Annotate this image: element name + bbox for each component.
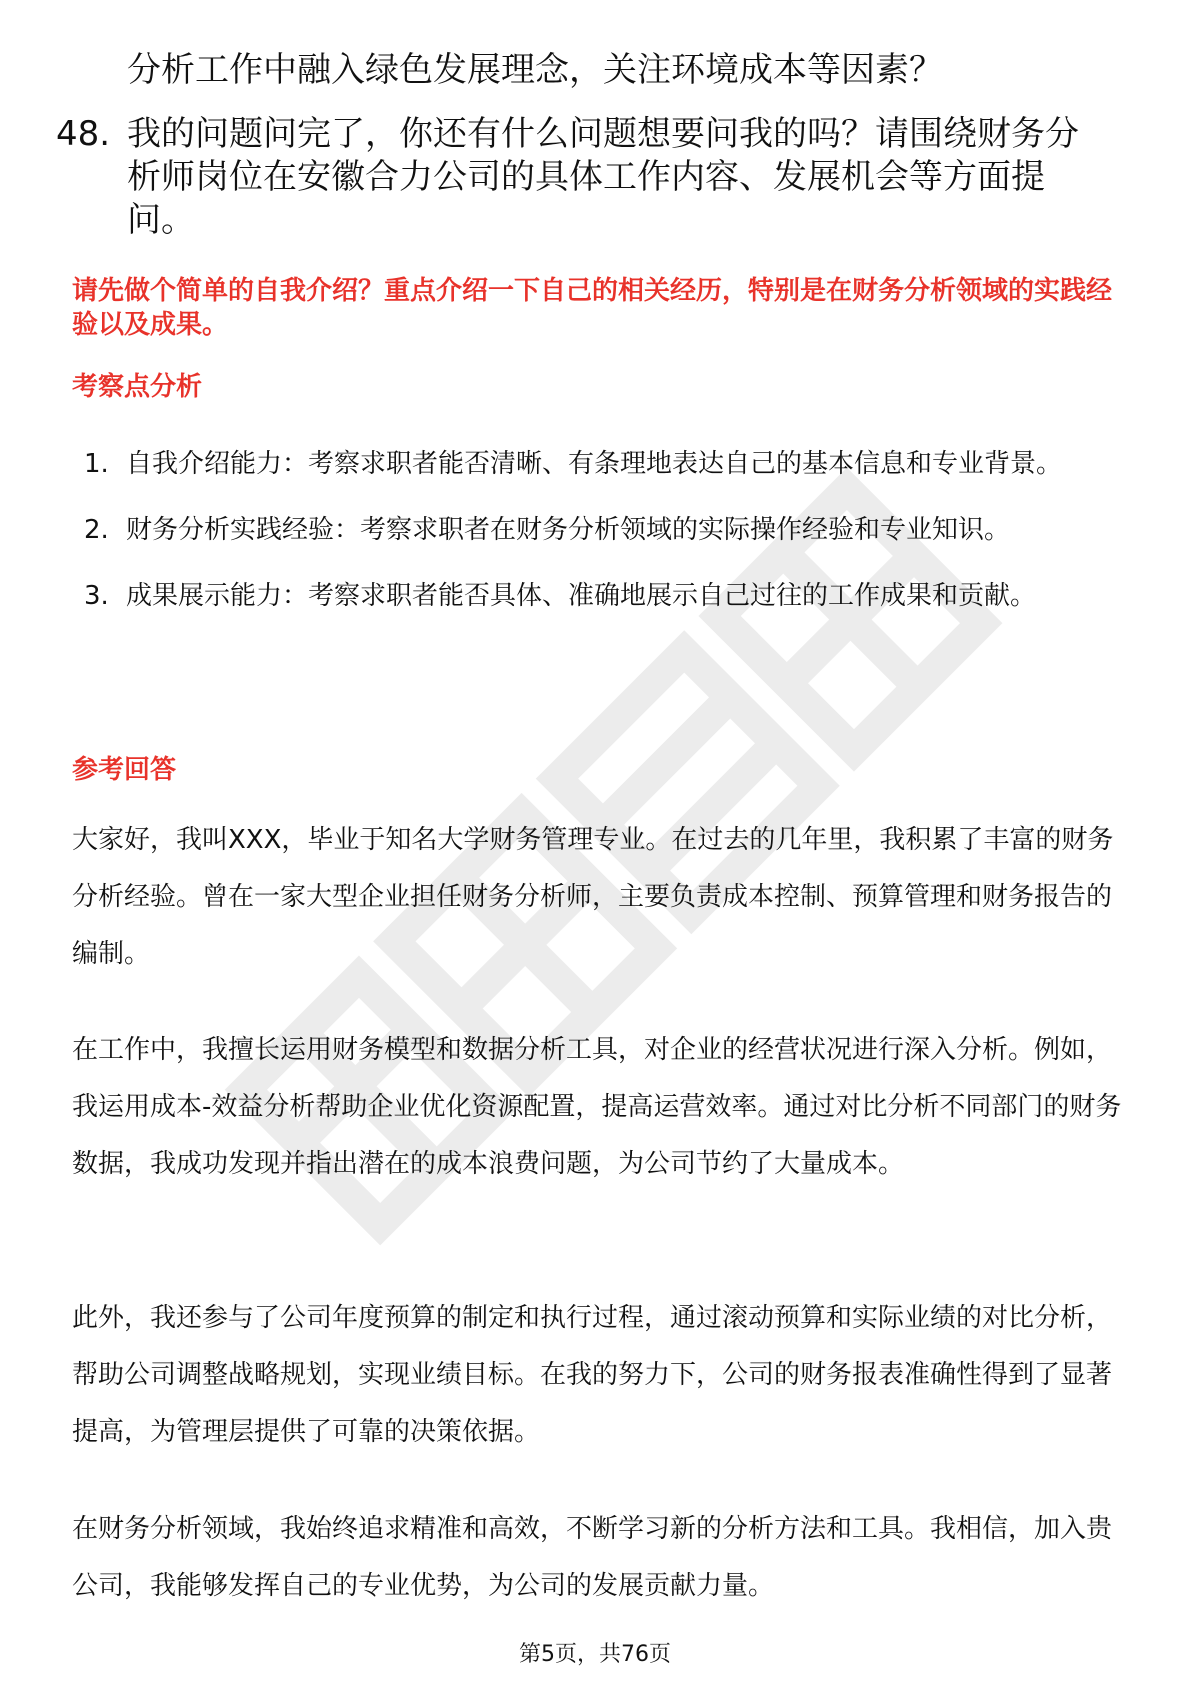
point-number: 1. xyxy=(84,449,109,479)
point-text: 成果展示能力：考察求职者能否具体、准确地展示自己过往的工作成果和贡献。 xyxy=(126,581,1037,611)
list-item xyxy=(84,437,1134,492)
point-number: 2. xyxy=(84,515,109,545)
analysis-points-list xyxy=(84,437,1134,635)
question-48 xyxy=(56,113,1116,242)
interview-question: 请先做个简单的自我介绍？重点介绍一下自己的相关经历，特别是在财务分析领域的实践经验以及成果。 xyxy=(72,276,1113,340)
page-number-footer: 第5页，共76页 xyxy=(519,1642,671,1667)
answer-paragraph: 大家好，我叫XXX，毕业于知名大学财务管理专业。在过去的几年里，我积累了丰富的财务分析经验。曾在一家大型企业担任财务分析师，主要负责成本控制、预算管理和财务报告的编制。 xyxy=(72,825,1114,969)
point-text: 自我介绍能力：考察求职者能否清晰、有条理地表达自己的基本信息和专业背景。 xyxy=(126,449,1063,479)
question-48-text: 我的问题问完了，你还有什么问题想要问我的吗？请围绕财务分析师岗位在安徽合力公司的具体工作内容、发展机会等方面提问。 xyxy=(127,114,1079,240)
answer-paragraph: 在财务分析领域，我始终追求精准和高效，不断学习新的分析方法和工具。我相信，加入贵公司，我能够发挥自己的专业优势，为公司的发展贡献力量。 xyxy=(72,1514,1113,1601)
list-item xyxy=(84,569,1134,624)
question-48-number: 48. xyxy=(56,114,111,154)
question-47-continuation: 分析工作中融入绿色发展理念，关注环境成本等因素？ xyxy=(127,50,943,90)
answer-paragraph: 在工作中，我擅长运用财务模型和数据分析工具，对企业的经营状况进行深入分析。例如，我运用成本-效益分析帮助企业优化资源配置，提高运营效率。通过对比分析不同部门的财务数据，我成功发现并指出潜在的成本浪费问题，为公司节约了大量成本。 xyxy=(72,1035,1122,1179)
analysis-heading: 考察点分析 xyxy=(72,372,203,402)
answer-heading: 参考回答 xyxy=(72,755,177,785)
point-text: 财务分析实践经验：考察求职者在财务分析领域的实际操作经验和专业知识。 xyxy=(126,515,1011,545)
answer-paragraph: 此外，我还参与了公司年度预算的制定和执行过程，通过滚动预算和实际业绩的对比分析，帮助公司调整战略规划，实现业绩目标。在我的努力下，公司的财务报表准确性得到了显著提高，为管理层提供了可靠的决策依据。 xyxy=(72,1303,1113,1447)
point-number: 3. xyxy=(84,581,109,611)
list-item xyxy=(84,503,1134,558)
